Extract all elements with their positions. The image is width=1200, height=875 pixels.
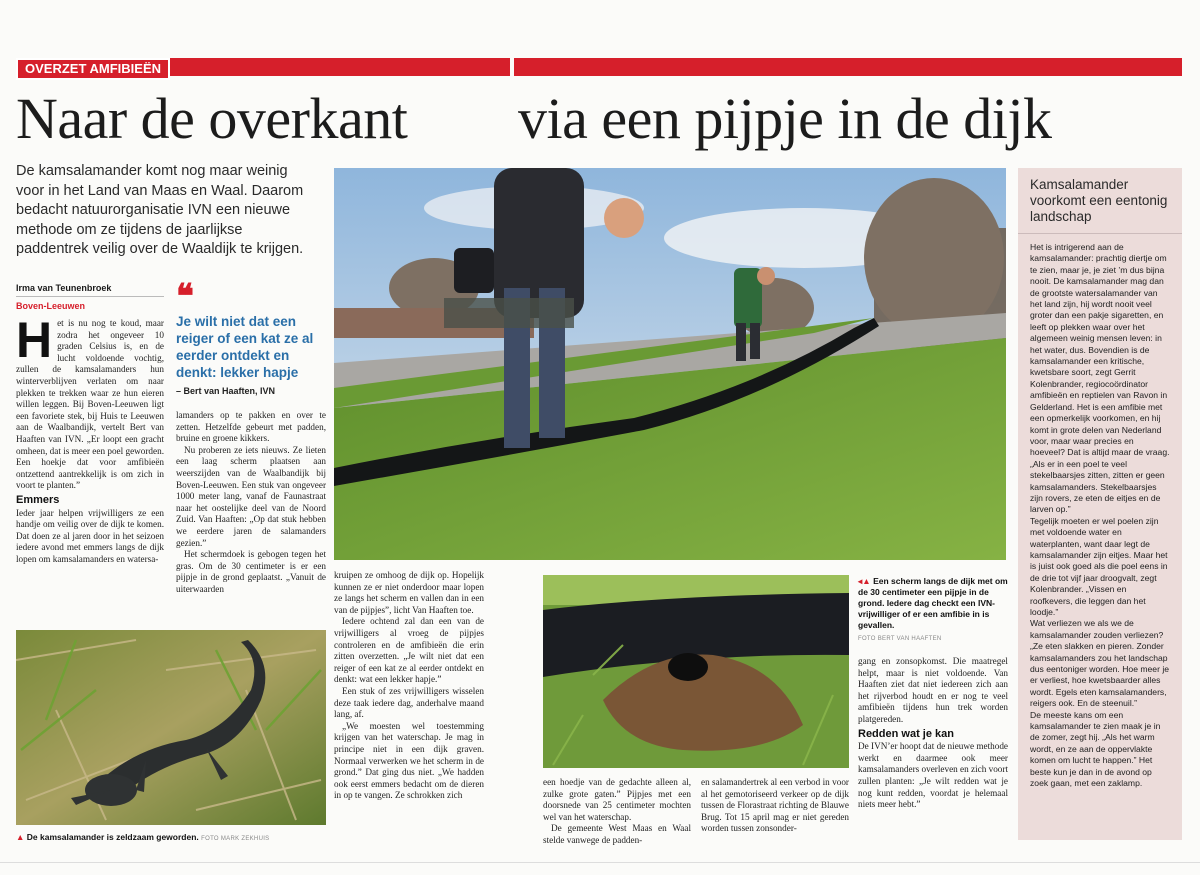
pull-quote (176, 278, 328, 396)
paragraph: Ieder jaar helpen vrijwilligers ze een handje om veilig over de dijk te komen. Dat doen ze al jaren door in het seizoen iedere avond met emmers langs de dijk lopen om kamsalamanders en watersa- (16, 507, 164, 564)
headline-right: via een pijpje in de dijk (518, 86, 1052, 151)
caption-marker-icon: ◂▲ (858, 576, 871, 586)
byline-location: Boven-Leeuwen (16, 301, 86, 311)
dropcap: H (16, 312, 53, 368)
page-top-strip (0, 0, 1200, 10)
byline (16, 282, 164, 312)
paragraph: lamanders op te pakken en over te zetten. Hetzelfde gebeurt met padden, bruine en groene kikkers. (176, 410, 326, 444)
paragraph: Tegelijk moeten er wel poelen zijn met voldoende water en waterplanten, want daar legt de kamsalamander zijn eitjes. Maar het is juist ook goed als die poel eens in de drie tot vijf jaar droogvalt, zegt Kolenbrander. „Vissen en roofkevers, die leggen dan het loodje.” (1030, 515, 1168, 617)
main-photo (334, 168, 1006, 560)
sidebar-box (1018, 168, 1182, 840)
article-column-6 (858, 656, 1008, 811)
headline-left: Naar de overkant (16, 86, 408, 151)
article-column-5 (701, 777, 849, 835)
paragraph: „We moesten wel toestemming krijgen van het waterschap. Je mag in principe niet in een dijk graven. Normaal verwerken we het scherm in de grond.” Dat ging dus niet. „We hadden ook eerst emmers bedacht om de dieren in op te vangen. Ze schrokken zich (334, 720, 484, 801)
subheading-emmers: Emmers (16, 493, 60, 506)
paragraph: Het is intrigerend aan de kamsalamander: prachtig diertje om te zien, maar je, je ziet ’m dus bijna nooit. De kamsalamander mag dan de grootste watersalamander van het land zijn, hij wordt nooit veel groter dan een pakje sigaretten, en leeft op plekken waar over het algemeen weinig mensen leven: in het water, dus. Bovendien is de kamsalamander een kritische, kwetsbare soort, zegt Gerrit Kolenbrander, regiocoördinator amfibieën en reptielen van Ravon in Gelderland. Het is een amfibie met een opmerkelijk voorkomen, en hij komt in grote delen van Nederland voor, maar waar precies en hoeveel? Dat is altijd maar de vraag. (1030, 242, 1170, 458)
paragraph: Iedere ochtend zal dan een van de vrijwilligers al vroeg de pijpjes controleren en de amfibieën die erin zitten overzetten. „Je wilt niet dat een reiger of een kat ze al eerder ontdekt en denkt: wat een lekker hapje.” (334, 616, 484, 685)
paragraph: „Als er in een poel te veel stekelbaarsjes zitten, zitten er geen kamsalamanders. Stekelbaarsjes zijn rovers, ze eten de eitjes en de larven op.” (1030, 458, 1165, 515)
caption-text: De kamsalamander is zeldzaam geworden. (26, 832, 199, 842)
caption-text: Een scherm langs de dijk met om de 30 centimeter een pijpje in de grond. Iedere dag checkt een IVN-vrijwilliger of er een amfibie in is gevallen. (858, 576, 1008, 630)
paragraph: Een stuk of zes vrijwilligers wisselen deze taak iedere dag, anderhalve maand lang, af. (334, 685, 484, 720)
paragraph: De gemeente West Maas en Waal stelde vanwege de padden- (543, 823, 691, 845)
paragraph: Nu proberen ze iets nieuws. Ze lieten een laag scherm plaatsen aan weerszijden van de Waalbandijk bij Boven-Leeuwen. Een stuk van ongeveer 1000 meter lang, vanaf de Faunastraat naar het oostelijke deel van de Noord Zuid. Van Haaften: „Op dat stuk hebben we eerdere jaren de salamanders gezien.” (176, 444, 326, 548)
paragraph: kruipen ze omhoog de dijk op. Hopelijk kunnen ze er niet onderdoor maar lopen ze langs het scherm en vallen dan in een van de pijpjes”, licht Van Haaften toe. (334, 570, 484, 615)
paragraph: gang en zonsopkomst. Die maatregel helpt, maar is niet voldoende. Van Haaften ziet dat niet iedereen zich aan het rijverbod houdt en er nog te veel amfibieën tijdens hun trek worden platgereden. (858, 656, 1008, 724)
paragraph: een hoedje van de gedachte alleen al, zulke grote gaten.” Pijpjes met een doorsnede van 25 centimeter mochten wel van het waterschap. (543, 777, 691, 822)
article-column-3 (334, 570, 484, 802)
paragraph: Het schermdoek is gebogen tegen het gras. Om de 30 centimeter is er een pijpje in de grond geplaatst. „Vanuit de uiterwaarden (176, 549, 326, 594)
paragraph: De IVN’er hoopt dat de nieuwe methode werkt en daarmee ook meer kamsalamanders overleven en zich voort zullen planten: „Je wilt redden wat je nog kunt redden, voordat je helemaal niets meer hebt.” (858, 741, 1009, 810)
sidebar-title: Kamsalamander voorkomt een eentonig landschap (1018, 168, 1182, 234)
article-column-4 (543, 777, 691, 847)
article-column-2 (176, 410, 326, 596)
pull-quote-text: Je wilt niet dat een reiger of een kat ze al eerder ontdekt en denkt: lekker hapje (176, 314, 314, 380)
paragraph: Wat verliezen we als we de kamsalamander zouden verliezen? „Ze eten slakken en pieren. Zonder kamsalamanders zou het landschap dus eentoniger worden. Hoe meer je er verliest, hoe kwetsbaarder alles wordt. Egels eten kamsalamanders, reigers ook. En de steenuil.” (1030, 618, 1170, 709)
photo-credit: FOTO MARK ZEKHUIS (201, 836, 270, 842)
section-kicker: OVERZET AMFIBIEËN (16, 58, 170, 80)
photo-credit: FOTO BERT VAN HAAFTEN (858, 636, 942, 642)
bottom-rule (0, 862, 1200, 863)
caption-marker-icon: ▲ (16, 832, 25, 842)
article-column-1 (16, 312, 164, 565)
byline-author: Irma van Teunenbroek (16, 282, 164, 297)
subheading-redden: Redden wat je kan (858, 727, 954, 740)
salamander-photo (16, 630, 326, 825)
paragraph: et is nu nog te koud, maar zodra het ongeveer 10 graden Celsius is, en de lucht voldoende vochtig, zullen de kamsalamanders hun winterverblijven verlaten om naar plekken te trekken waar ze hun eieren willen leggen. Bij Boven-Leeuwen ligt een favoriete stek, bij Huis te Leeuwen aan de Waalbandijk, vertelt Bert van Haaften van IVN. „Er loopt een gracht omheen, dat is meer een poel geworden. Een hoekje dat voor amfibieën ontzettend aantrekkelijk is om zich in voort te planten.” (16, 318, 164, 491)
paragraph: en salamandertrek al een verbod in voor al het gemotoriseerd verkeer op de dijk tussen de Florastraat richting de Blauwe Brug. Tot 15 april mag er niet gereden worden tussen zonsonder- (701, 777, 849, 834)
pull-quote-attribution: – Bert van Haaften, IVN (176, 386, 276, 396)
salamander-caption (16, 832, 326, 845)
article-intro: De kamsalamander komt nog maar weinig voor in het Land van Maas en Waal. Daarom bedacht natuurorganisatie IVN een nieuwe methode om ze tijdens de jaarlijkse paddentrek veilig over de Waaldijk te krijgen. (16, 163, 304, 257)
section-rule-right (514, 58, 1182, 76)
sidebar-body (1018, 234, 1182, 798)
main-photo-caption (858, 576, 1008, 645)
pipe-photo (543, 575, 849, 768)
quote-mark-icon: ❛❛ (176, 278, 190, 316)
paragraph: De meeste kans om een kamsalamander te zien maak je in de zomer, zegt hij. „Als het warm wordt, en ze aan de oppervlakte komen om lucht te happen.” Het beste kun je dan in de avond op zoek gaan, met een zaklamp. (1030, 709, 1161, 789)
